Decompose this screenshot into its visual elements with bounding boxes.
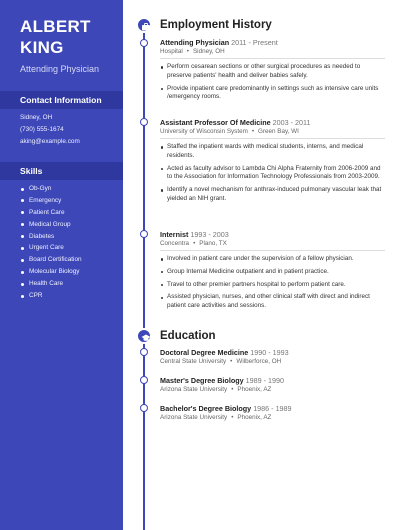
skill-item: Patient Care bbox=[20, 207, 82, 219]
job-dates: 2011 - Present bbox=[231, 38, 278, 47]
job-location: Plano, TX bbox=[199, 240, 227, 247]
job-role: Assistant Professor Of Medicine bbox=[160, 118, 271, 127]
job-meta: Concentra • Plano, TX bbox=[160, 240, 227, 247]
divider bbox=[160, 250, 385, 251]
degree-dates: 1990 - 1993 bbox=[250, 348, 289, 357]
skill-item: CPR bbox=[20, 290, 82, 302]
degree-dates: 1989 - 1990 bbox=[245, 376, 284, 385]
skills-heading: Skills bbox=[0, 162, 123, 180]
last-name: KING bbox=[20, 38, 64, 57]
job-title bbox=[160, 118, 310, 127]
job-bullet: Group Internal Medicine outpatient and in patient practice. bbox=[160, 268, 385, 277]
briefcase-icon bbox=[136, 17, 152, 33]
candidate-name bbox=[20, 16, 91, 58]
degree-school: Arizona State University bbox=[160, 414, 228, 421]
first-name: ALBERT bbox=[20, 17, 91, 36]
sidebar bbox=[0, 0, 123, 530]
skill-item: Medical Group bbox=[20, 219, 82, 231]
job-bullet: Assisted physician, nurses, and other clinical staff with direct and indirect patient care activities and sessions. bbox=[160, 293, 385, 311]
degree-name: Doctoral Degree Medicine bbox=[160, 348, 249, 357]
degree-location: Phoenix, AZ bbox=[237, 414, 272, 421]
job-dates: 2003 - 2011 bbox=[272, 118, 311, 127]
job-meta: University of Wisconsin System • Green Bay, WI bbox=[160, 128, 299, 135]
contact-phone: (730) 555-1674 bbox=[20, 126, 64, 133]
timeline-dot bbox=[140, 404, 148, 412]
divider bbox=[160, 58, 385, 59]
degree-meta: Central State University • Wilberforce, OH bbox=[160, 358, 282, 365]
degree-title bbox=[160, 376, 284, 385]
contact-location: Sidney, OH bbox=[20, 114, 53, 121]
job-location: Sidney, OH bbox=[192, 48, 225, 55]
degree-school: Central State University bbox=[160, 358, 227, 365]
degree-location: Phoenix, AZ bbox=[237, 386, 272, 393]
degree-dates: 1986 - 1989 bbox=[253, 404, 292, 413]
job-bullet: Acted as faculty advisor to Lambda Chi Alpha Fraternity from 2006-2009 and to the Association for Information Technology Professionals from 2003-2009. bbox=[160, 165, 385, 183]
job-bullet: Provide inpatient care predominantly in settings such as intensive care units /emergency rooms. bbox=[160, 85, 385, 103]
timeline-line bbox=[143, 26, 145, 530]
contact-email[interactable]: aking@example.com bbox=[20, 138, 80, 145]
job-bullets bbox=[160, 255, 385, 311]
job-org: Concentra bbox=[160, 240, 190, 247]
job-org: University of Wisconsin System bbox=[160, 128, 248, 135]
skill-item: Urgent Care bbox=[20, 242, 82, 254]
graduation-cap-icon bbox=[136, 328, 152, 344]
job-bullets bbox=[160, 143, 385, 204]
skill-item: Molecular Biology bbox=[20, 266, 82, 278]
degree-location: Wilberforce, OH bbox=[236, 358, 282, 365]
job-title-subtitle: Attending Physician bbox=[20, 64, 100, 74]
degree-school: Arizona State University bbox=[160, 386, 228, 393]
education-heading: Education bbox=[160, 330, 216, 342]
job-meta: Hospital • Sidney, OH bbox=[160, 48, 225, 55]
degree-title bbox=[160, 348, 289, 357]
contact-heading: Contact Information bbox=[0, 91, 123, 109]
degree-name: Master's Degree Biology bbox=[160, 376, 244, 385]
skill-item: Diabetes bbox=[20, 231, 82, 243]
job-bullet: Involved in patient care under the supervision of a fellow physician. bbox=[160, 255, 385, 264]
job-location: Green Bay, WI bbox=[258, 128, 299, 135]
degree-meta: Arizona State University • Phoenix, AZ bbox=[160, 386, 272, 393]
job-bullet: Travel to other premier partners hospital to perform patient care. bbox=[160, 281, 385, 290]
degree-name: Bachelor's Degree Biology bbox=[160, 404, 252, 413]
skill-item: Board Certification bbox=[20, 254, 82, 266]
job-bullets bbox=[160, 63, 385, 102]
timeline-dot bbox=[140, 348, 148, 356]
skill-item: Ob-Gyn bbox=[20, 183, 82, 195]
skill-item: Health Care bbox=[20, 278, 82, 290]
timeline-dot bbox=[140, 39, 148, 47]
job-bullet: Staffed the inpatient wards with medical students, interns, and medical residents. bbox=[160, 143, 385, 161]
divider bbox=[160, 138, 385, 139]
job-role: Internist bbox=[160, 230, 189, 239]
employment-heading: Employment History bbox=[160, 19, 272, 31]
degree-meta: Arizona State University • Phoenix, AZ bbox=[160, 414, 272, 421]
job-org: Hospital bbox=[160, 48, 183, 55]
job-bullet: Perform cesarean sections or other surgical procedures as needed to preserve patients' health and deliver babies safely. bbox=[160, 63, 385, 81]
job-dates: 1993 - 2003 bbox=[190, 230, 229, 239]
job-title bbox=[160, 230, 229, 239]
job-bullet: Identify a novel mechanism for anthrax-induced pulmonary vascular leak that yielded an NIH grant. bbox=[160, 186, 385, 204]
job-title bbox=[160, 38, 278, 47]
degree-title bbox=[160, 404, 292, 413]
skills-list bbox=[20, 183, 82, 302]
skill-item: Emergency bbox=[20, 195, 82, 207]
timeline-dot bbox=[140, 118, 148, 126]
timeline-dot bbox=[140, 376, 148, 384]
job-role: Attending Physician bbox=[160, 38, 230, 47]
timeline-dot bbox=[140, 230, 148, 238]
